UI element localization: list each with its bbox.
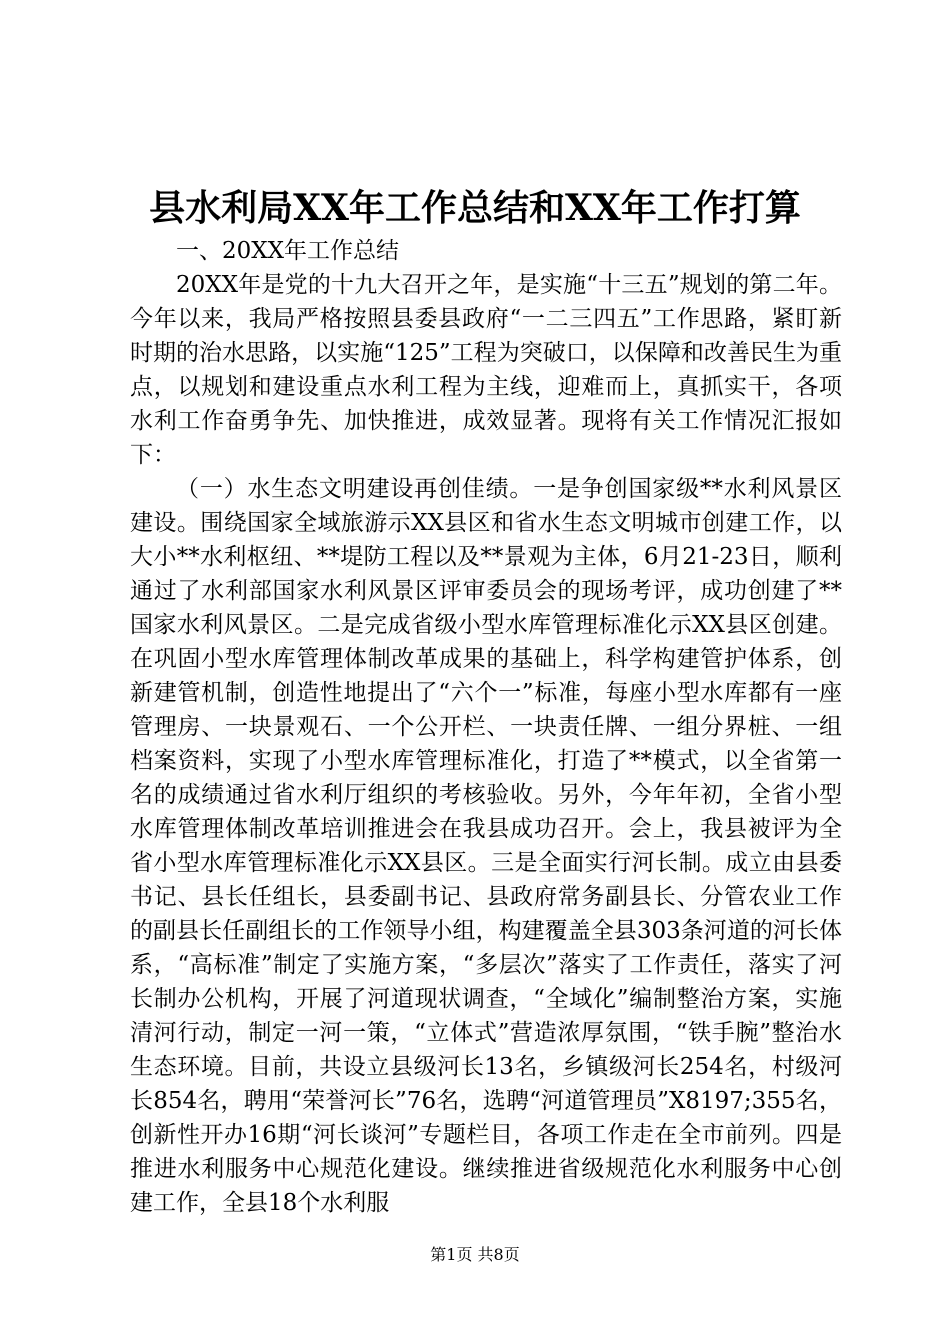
page-footer: 第1页 共8页 (430, 1245, 520, 1264)
paragraph-intro: 20XX年是党的十九大召开之年，是实施“十三五”规划的第二年。今年以来，我局严格按照县委县政府“一二三四五”工作思路，紧盯新时期的治水思路，以实施“125”工程为突破口，以保障和改善民生为重点，以规划和建设重点水利工程为主线，迎难而上，真抓实干，各项水利工作奋勇争先、加快推进，成效显著。现将有关工作情况汇报如下： (130, 272, 842, 468)
document-title: 县水利局XX年工作总结和XX年工作打算 (149, 187, 801, 229)
paragraph-water-ecology: （一）水生态文明建设再创佳绩。一是争创国家级**水利风景区建设。围绕国家全域旅游示XX县区和省水生态文明城市创建工作，以大小**水利枢纽、**堤防工程以及**景观为主体，6月21-23日，顺利通过了水利部国家水利风景区评审委员会的现场考评，成功创建了**国家水利风景区。二是完成省级小型水库管理标准化示XX县区创建。在巩固小型水库管理体制改革成果的基础上，科学构建管护体系，创新建管机制，创造性地提出了“六个一”标准，每座小型水库都有一座管理房、一块景观石、一个公开栏、一块责任牌、一组分界桩、一组档案资料，实现了小型水库管理标准化，打造了**模式，以全省第一名的成绩通过省水利厅组织的考核验收。另外，今年年初，全省小型水库管理体制改革培训推进会在我县成功召开。会上，我县被评为全省小型水库管理标准化示XX县区。三是全面实行河长制。成立由县委书记、县长任组长，县委副书记、县政府常务副县长、分管农业工作的副县长任副组长的工作领导小组，构建覆盖全县303条河道的河长体系，“高标准”制定了实施方案，“多层次”落实了工作责任，落实了河长制办公机构，开展了河道现状调查，“全域化”编制整治方案，实施清河行动，制定一河一策，“立体式”营造浓厚氛围，“铁手腕”整治水生态环境。目前，共设立县级河长13名，乡镇级河长254名，村级河长854名，聘用“荣誉河长”76名，选聘“河道管理员”X8197;355名，创新性开办16期“河长谈河”专题栏目，各项工作走在全市前列。四是推进水利服务中心规范化建设。继续推进省级规范化水利服务中心创建工作，全县18个水利服 (130, 476, 842, 1216)
section-heading: 一、20XX年工作总结 (176, 238, 400, 264)
document-body (130, 234, 842, 1220)
